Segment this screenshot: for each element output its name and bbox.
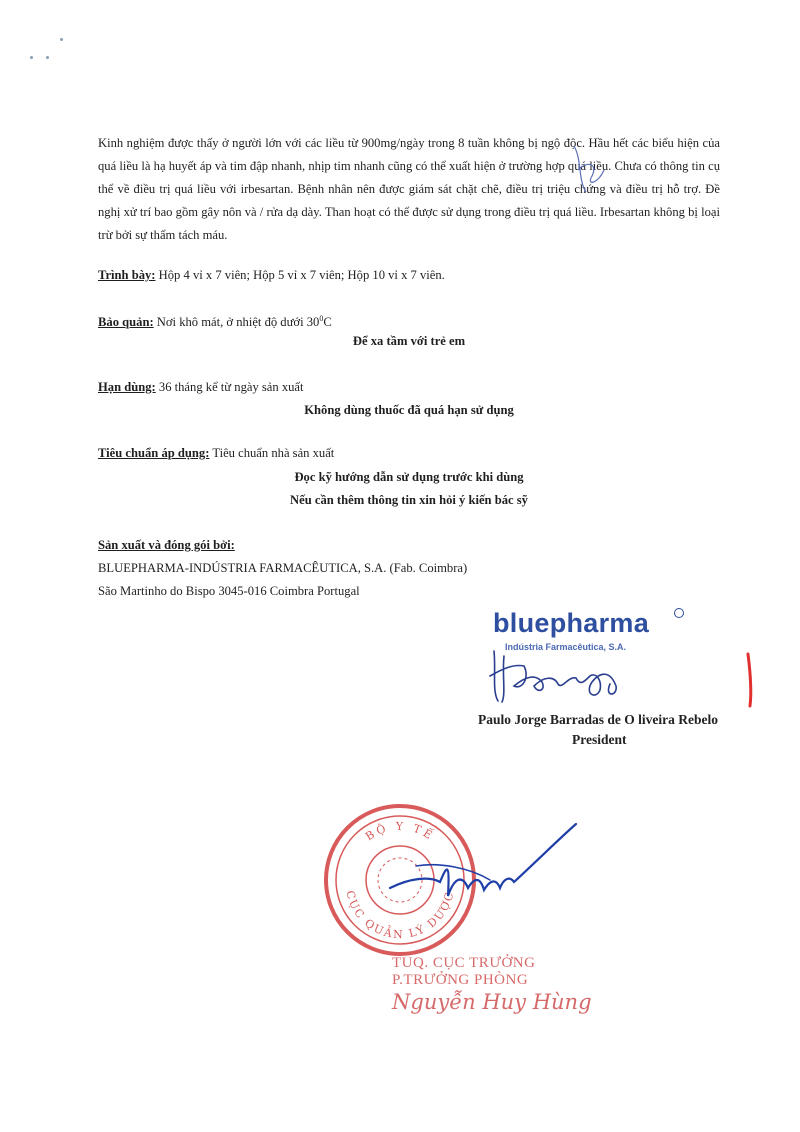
manufacturer-address: São Martinho do Bispo 3045-016 Coimbra Portugal <box>98 584 360 598</box>
manufacturer-heading <box>98 538 235 553</box>
presentation-row <box>98 268 445 283</box>
presentation-value: Hộp 4 vỉ x 7 viên; Hộp 5 vỉ x 7 viên; Hộp 10 vỉ x 7 viên. <box>155 268 445 282</box>
edge-mark <box>742 650 756 710</box>
president-signature <box>484 646 634 706</box>
manufacturer-label: Sản xuất và đóng gói bởi: <box>98 538 235 552</box>
expiry-label: Hạn dùng: <box>98 380 156 394</box>
storage-value: Nơi khô mát, ở nhiệt độ dưới 30 <box>153 315 320 330</box>
bluepharma-subtitle: Indústria Farmacêutica, S.A. <box>505 642 627 652</box>
seal-text-top: BỘ Y TẾ <box>363 819 437 844</box>
signatory-name: Paulo Jorge Barradas de O liveira Rebelo <box>478 712 718 727</box>
storage-unit: C <box>323 315 332 330</box>
signatory-title: President <box>572 732 627 747</box>
registered-mark-icon <box>674 608 684 618</box>
storage-note: Để xa tầm với trẻ em <box>352 334 466 348</box>
standard-note-1: Đọc kỹ hướng dẫn sử dụng trước khi dùng <box>294 470 524 484</box>
standard-label: Tiêu chuẩn áp dụng: <box>98 446 210 460</box>
manufacturer-name: BLUEPHARMA-INDÚSTRIA FARMACÊUTICA, S.A. (Fab. Coimbra) <box>98 561 468 575</box>
expiry-value: 36 tháng kể từ ngày sản xuất <box>155 380 304 394</box>
stamp-officer-name: Nguyễn Huy Hùng <box>392 990 592 1014</box>
standard-row <box>98 446 334 461</box>
overdose-paragraph: Kinh nghiệm được thấy ở người lớn với các liều từ 900mg/ngày trong 8 tuần không bị ngộ độc. Hầu hết các biểu hiện của quá liều là hạ huyết áp và tim đập nhanh, nhịp tim nhanh cũng có thể xuất hiện ở trường hợp quá liều. Chưa có thông tin cụ thể về điều trị quá liều với irbesartan. Bệnh nhân nên được giám sát chặt chẽ, điều trị triệu chứng và điều trị hỗ trợ. Đề nghị xử trí bao gồm gây nôn và / rửa dạ dày. Than hoạt có thể được sử dụng trong điều trị quá liều. Irbesartan không bị loại trừ bởi sự thẩm tách máu. <box>98 136 720 242</box>
initial-mark <box>568 140 608 200</box>
expiry-row <box>98 380 304 395</box>
storage-row <box>98 314 332 330</box>
stamp-line-2: P.TRƯỞNG PHÒNG <box>392 972 529 988</box>
seal-text-bottom: CỤC QUẢN LÝ DƯỢC <box>343 889 457 942</box>
standard-value: Tiêu chuẩn nhà sản xuất <box>209 446 335 460</box>
storage-label: Bảo quản: <box>98 315 154 330</box>
expiry-note: Không dùng thuốc đã quá hạn sử dụng <box>304 403 514 417</box>
bluepharma-logo: bluepharma <box>493 608 650 638</box>
storage-degree: 0 <box>319 314 324 323</box>
presentation-label: Trình bày: <box>98 268 156 282</box>
stamp-line-1: TUQ. CỤC TRƯỞNG <box>392 955 536 971</box>
officer-signature <box>380 818 580 928</box>
standard-note-2: Nếu cần thêm thông tin xin hỏi ý kiến bác sỹ <box>290 493 528 507</box>
